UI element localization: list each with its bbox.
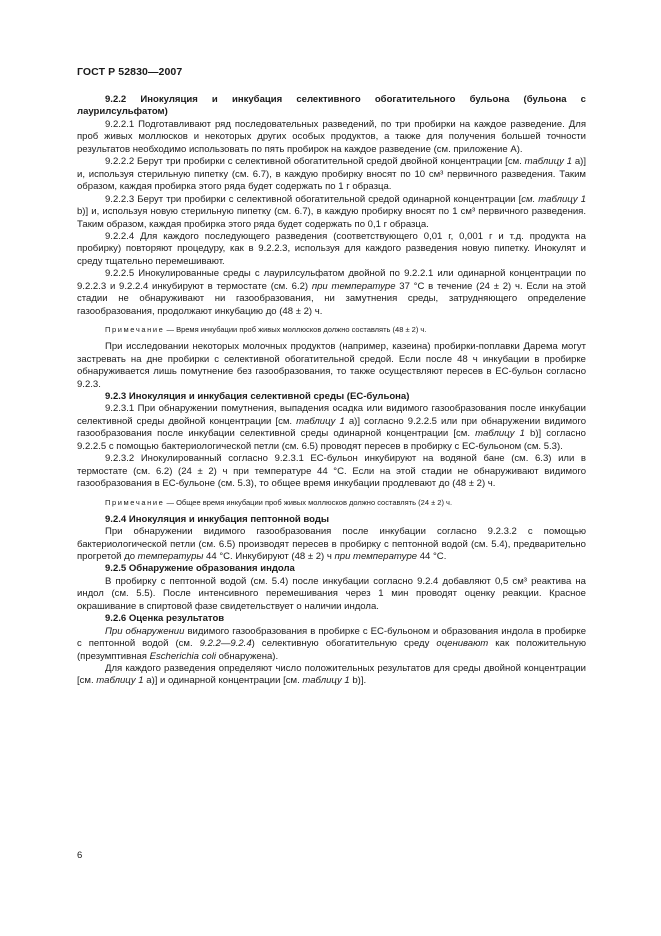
note-label: Примечание [105, 325, 165, 335]
text: обнаружена). [215, 650, 279, 662]
text: b)] согласно 9.2.2.5 с помощью бактериологической петли (см. 6.5) проводят пересев в пробирку с ЕС-бульоном (см. 5.3). [77, 428, 586, 452]
text: Для каждого разведения определяют число положительных результатов для среды двойной концентрации [см. [77, 663, 586, 687]
paragraph-9-2-2-4: 9.2.2.4 Для каждого последующего разведения (соответствующего 0,01 г, 0,001 г и т.д. продукта на пробирку) повторяют процедуру, как в 9.2.2.3, используя для каждого разведения новую пипетку. Инокулят и среду тщательно перемешивают. [77, 230, 586, 267]
text: 37 °С в течение (24 ± 2) ч. Если на этой стадии не обнаруживают ни газообразования, ни замутнения среды, затрудняющего определение газообразования, продолжают инкубацию до (48 ± 2) ч. [77, 280, 586, 317]
text: а)] согласно 9.2.2.5 или при обнаружении видимого газообразования после инкубации селективной среды одинарной концентрации [см. [77, 415, 587, 440]
emphasis: температуры [137, 550, 204, 562]
paragraph-9-2-2-3 [77, 194, 586, 231]
note-text: — Общее время инкубации проб живых моллюсков должно составлять (24 ± 2) ч. [164, 497, 453, 507]
text: а)] и, используя стерильную пипетку (см. 6.7), в каждую пробирку вносят по 10 см³ первичного разведения. Таким образом, каждая пробирка этого ряда будет содержать по 1 г образца. [77, 156, 586, 193]
text: 9.2.2.3 Берут три пробирки с селективной обогатительной средой одинарной концентрации [ [105, 193, 522, 205]
text: При обнаружении видимого газообразования после инкубации согласно 9.2.3.2 с помощью бактериологической петли (см. 6.5) производят пересев в пробирку с пептонной водой (см. 5.4), предварительно прогретой до [77, 526, 586, 562]
page-number: 6 [77, 850, 83, 861]
text: ) селективную обогатительную среду [251, 638, 437, 650]
table-ref: таблицу 1 [524, 156, 573, 168]
page-content [77, 94, 586, 688]
paragraph-9-2-5: В пробирку с пептонной водой (см. 5.4) после инкубации согласно 9.2.4 добавляют 0,5 см³ реактива на индол (см. 5.5). После интенсивного перемешивания через 1 мин проводят оценку реакции. Красное окрашивание в спиртовой фазе свидетельствует о наличии индола. [77, 575, 586, 612]
section-heading-9-2-2: 9.2.2 Инокуляция и инкубация селективного обогатительного бульона (бульона с лаурилсульфатом) [77, 94, 586, 118]
paragraph-9-2-6-1 [77, 626, 586, 663]
paragraph-dairy: При исследовании некоторых молочных продуктов (например, казеина) пробирки-поплавки Дарема могут застревать на дне пробирки с селективной обогатительной средой. Если после 48 ч инкубации в пробирке обнаруживается лишь помутнение без газообразования, то также осуществляют пересев в ЕС-бульон согласно 9.2.3. [77, 341, 586, 390]
emphasis: оценивают [436, 638, 489, 650]
text: 44 °С. [417, 550, 447, 562]
table-ref: см. таблицу 1 [521, 193, 587, 205]
text: b)]. [349, 675, 367, 687]
emphasis: 9.2.2—9.2.4 [199, 638, 252, 650]
paragraph-9-2-4 [77, 526, 586, 563]
section-heading-9-2-6: 9.2.6 Оценка результатов [105, 613, 225, 625]
emphasis: при температуре [311, 280, 396, 292]
table-ref: таблицу 1 [96, 675, 144, 687]
emphasis: при температуре [334, 550, 418, 562]
note-label: Примечание [105, 497, 165, 507]
emphasis: При обнаружении [105, 625, 185, 637]
note-text: — Время инкубации проб живых моллюсков должно составлять (48 ± 2) ч. [164, 325, 427, 335]
text: а)] и одинарной концентрации [см. [143, 675, 303, 687]
text: 9.2.2.5 Инокулированные среды с лаурилсульфатом двойной по 9.2.2.1 или одинарной концентрации по 9.2.2.3 и 9.2.2.4 инкубируют в термостате (см. 6.2) [77, 268, 586, 292]
paragraph-9-2-6-2 [77, 663, 586, 688]
text: 44 °С. Инкубируют (48 ± 2) ч [203, 550, 335, 562]
paragraph-9-2-2-1: 9.2.2.1 Подготавливают ряд последовательных разведений, по три пробирки на каждое разведение. Для проб живых моллюсков и некоторых других особых продуктов, а также для получения большей точности результатов необходимо использовать по пять пробирок на каждое разведение (см. приложение А). [77, 118, 586, 155]
section-heading-9-2-5: 9.2.5 Обнаружение образования индола [105, 563, 295, 575]
paragraph-9-2-2-5 [77, 268, 586, 318]
text: 9.2.2.2 Берут три пробирки с селективной обогатительной средой двойной концентрации [см. [105, 156, 525, 168]
text: 9.2.3.1 При обнаружении помутнения, выпадения осадка или видимого газообразования после инкубации селективной среды двойной концентрации [см. [77, 403, 586, 427]
section-heading-9-2-3: 9.2.3 Инокуляция и инкубация селективной среды (ЕС-бульона) [105, 390, 410, 402]
table-ref: таблицу 1 [296, 415, 345, 427]
table-ref: таблицу 1 [302, 675, 350, 687]
note-9-2-3 [77, 497, 586, 508]
paragraph-9-2-3-1 [77, 403, 586, 453]
text: как положительную (презумптивная [77, 638, 586, 662]
text: b)] и, используя новую стерильную пипетку (см. 6.7), в каждую пробирку вносят по 1 см³ первичного разведения. Таким образом, каждая пробирка этого ряда будет содержать по 0,1 г образца. [77, 206, 586, 230]
paragraph-9-2-3-2: 9.2.3.2 Инокулированный согласно 9.2.3.1 ЕС-бульон инкубируют на водяной бане (см. 6.3) или в термостате (см. 6.2) (24 ± 2) ч при температуре 44 °С. Если на этой стадии не обнаруживают видимого газообразования в ЕС-бульоне (см. 5.3), то общее время инкубации продлевают до (48 ± 2) ч. [77, 453, 586, 490]
text: видимого газообразования в пробирке с ЕС-бульоном и образования индола в пробирке с пептонной водой (см. [77, 625, 587, 650]
paragraph-9-2-2-2 [77, 156, 586, 193]
note-9-2-2 [77, 324, 586, 335]
species-name: Escherichia coli [149, 650, 216, 662]
section-heading-9-2-4: 9.2.4 Инокуляция и инкубация пептонной воды [105, 513, 330, 525]
table-ref: таблицу 1 [475, 428, 525, 440]
page-header: ГОСТ Р 52830—2007 [77, 66, 183, 78]
